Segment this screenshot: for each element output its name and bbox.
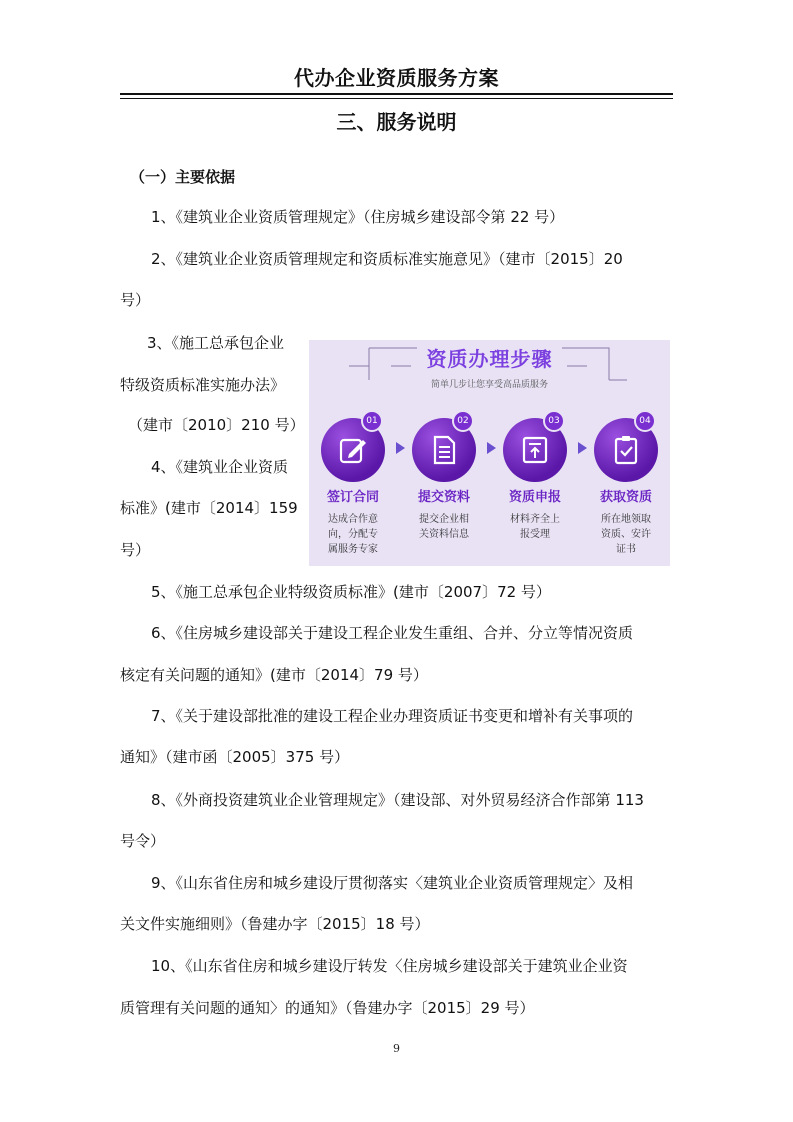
basis-item-8: 8、《外商投资建筑业企业管理规定》（建设部、对外贸易经济合作部第 113 [151,791,644,809]
header-title: 代办企业资质服务方案 [294,66,499,90]
basis-item-7-cont: 通知》（建市函〔2005〕375 号） [120,748,350,766]
basis-item-4-cont: 标准》(建市〔2014〕159 [120,499,298,517]
header-rule-thin [120,98,673,99]
basis-item-9: 9、《山东省住房和城乡建设厅贯彻落实〈建筑业企业资质管理规定〉及相 [151,874,634,892]
step-description: 达成合作意 向，分配专 属服务专家 [328,514,378,555]
edit-icon [337,434,369,466]
step-name: 提交资料 [417,490,470,505]
upload-icon [519,434,551,466]
basis-item-10: 10、《山东省住房和城乡建设厅转发〈住房城乡建设部关于建筑业企业资 [151,957,628,975]
step-description: 材料齐全上 报受理 [510,514,560,540]
step-arrow-icon [396,442,405,454]
basis-item-4: 4、《建筑业企业资质 [151,458,289,476]
infographic-title: 资质办理步骤 [426,347,553,371]
page-number: 9 [393,1042,400,1055]
basis-item-4-cont2: 号） [120,541,151,559]
clipboard-check-icon [610,434,642,466]
subsection-heading: （一）主要依据 [130,168,236,186]
process-steps-infographic [309,340,670,566]
basis-item-9-cont: 关文件实施细则》（鲁建办字〔2015〕18 号） [120,915,430,933]
step-name: 获取资质 [599,490,652,505]
basis-item-3-cont2: （建市〔2010〕210 号） [128,416,305,434]
step-name: 签订合同 [326,490,379,505]
basis-item-3: 3、《施工总承包企业 [147,334,285,352]
basis-item-2: 2、《建筑业企业资质管理规定和资质标准实施意见》（建市〔2015〕20 [151,250,623,268]
step-number: 01 [361,410,383,432]
section-title: 三、服务说明 [336,110,457,134]
basis-item-6: 6、《住房城乡建设部关于建设工程企业发生重组、合并、分立等情况资质 [151,624,634,642]
basis-item-7: 7、《关于建设部批准的建设工程企业办理资质证书变更和增补有关事项的 [151,707,634,725]
basis-item-3-cont: 特级资质标准实施办法》 [120,376,286,394]
step-description: 所在地领取 资质、安许 证书 [601,514,651,555]
step-description: 提交企业相 关资料信息 [419,514,469,540]
basis-item-5: 5、《施工总承包企业特级资质标准》(建市〔2007〕72 号） [151,583,551,601]
basis-item-6-cont: 核定有关问题的通知》(建市〔2014〕79 号） [120,666,428,684]
basis-item-1: 1、《建筑业企业资质管理规定》（住房城乡建设部令第 22 号） [151,208,565,226]
infographic-subtitle: 简单几步让您享受高品质服务 [430,380,548,390]
step-number: 02 [452,410,474,432]
step-arrow-icon [487,442,496,454]
step-name: 资质申报 [508,490,561,505]
step-number: 03 [543,410,565,432]
document-icon [428,434,460,466]
basis-item-2-cont: 号） [120,291,151,309]
step-number: 04 [634,410,656,432]
header-rule-thick [120,93,673,95]
basis-item-8-cont: 号令） [120,832,166,850]
basis-item-10-cont: 质管理有关问题的通知〉的通知》（鲁建办字〔2015〕29 号） [120,999,535,1017]
step-arrow-icon [578,442,587,454]
